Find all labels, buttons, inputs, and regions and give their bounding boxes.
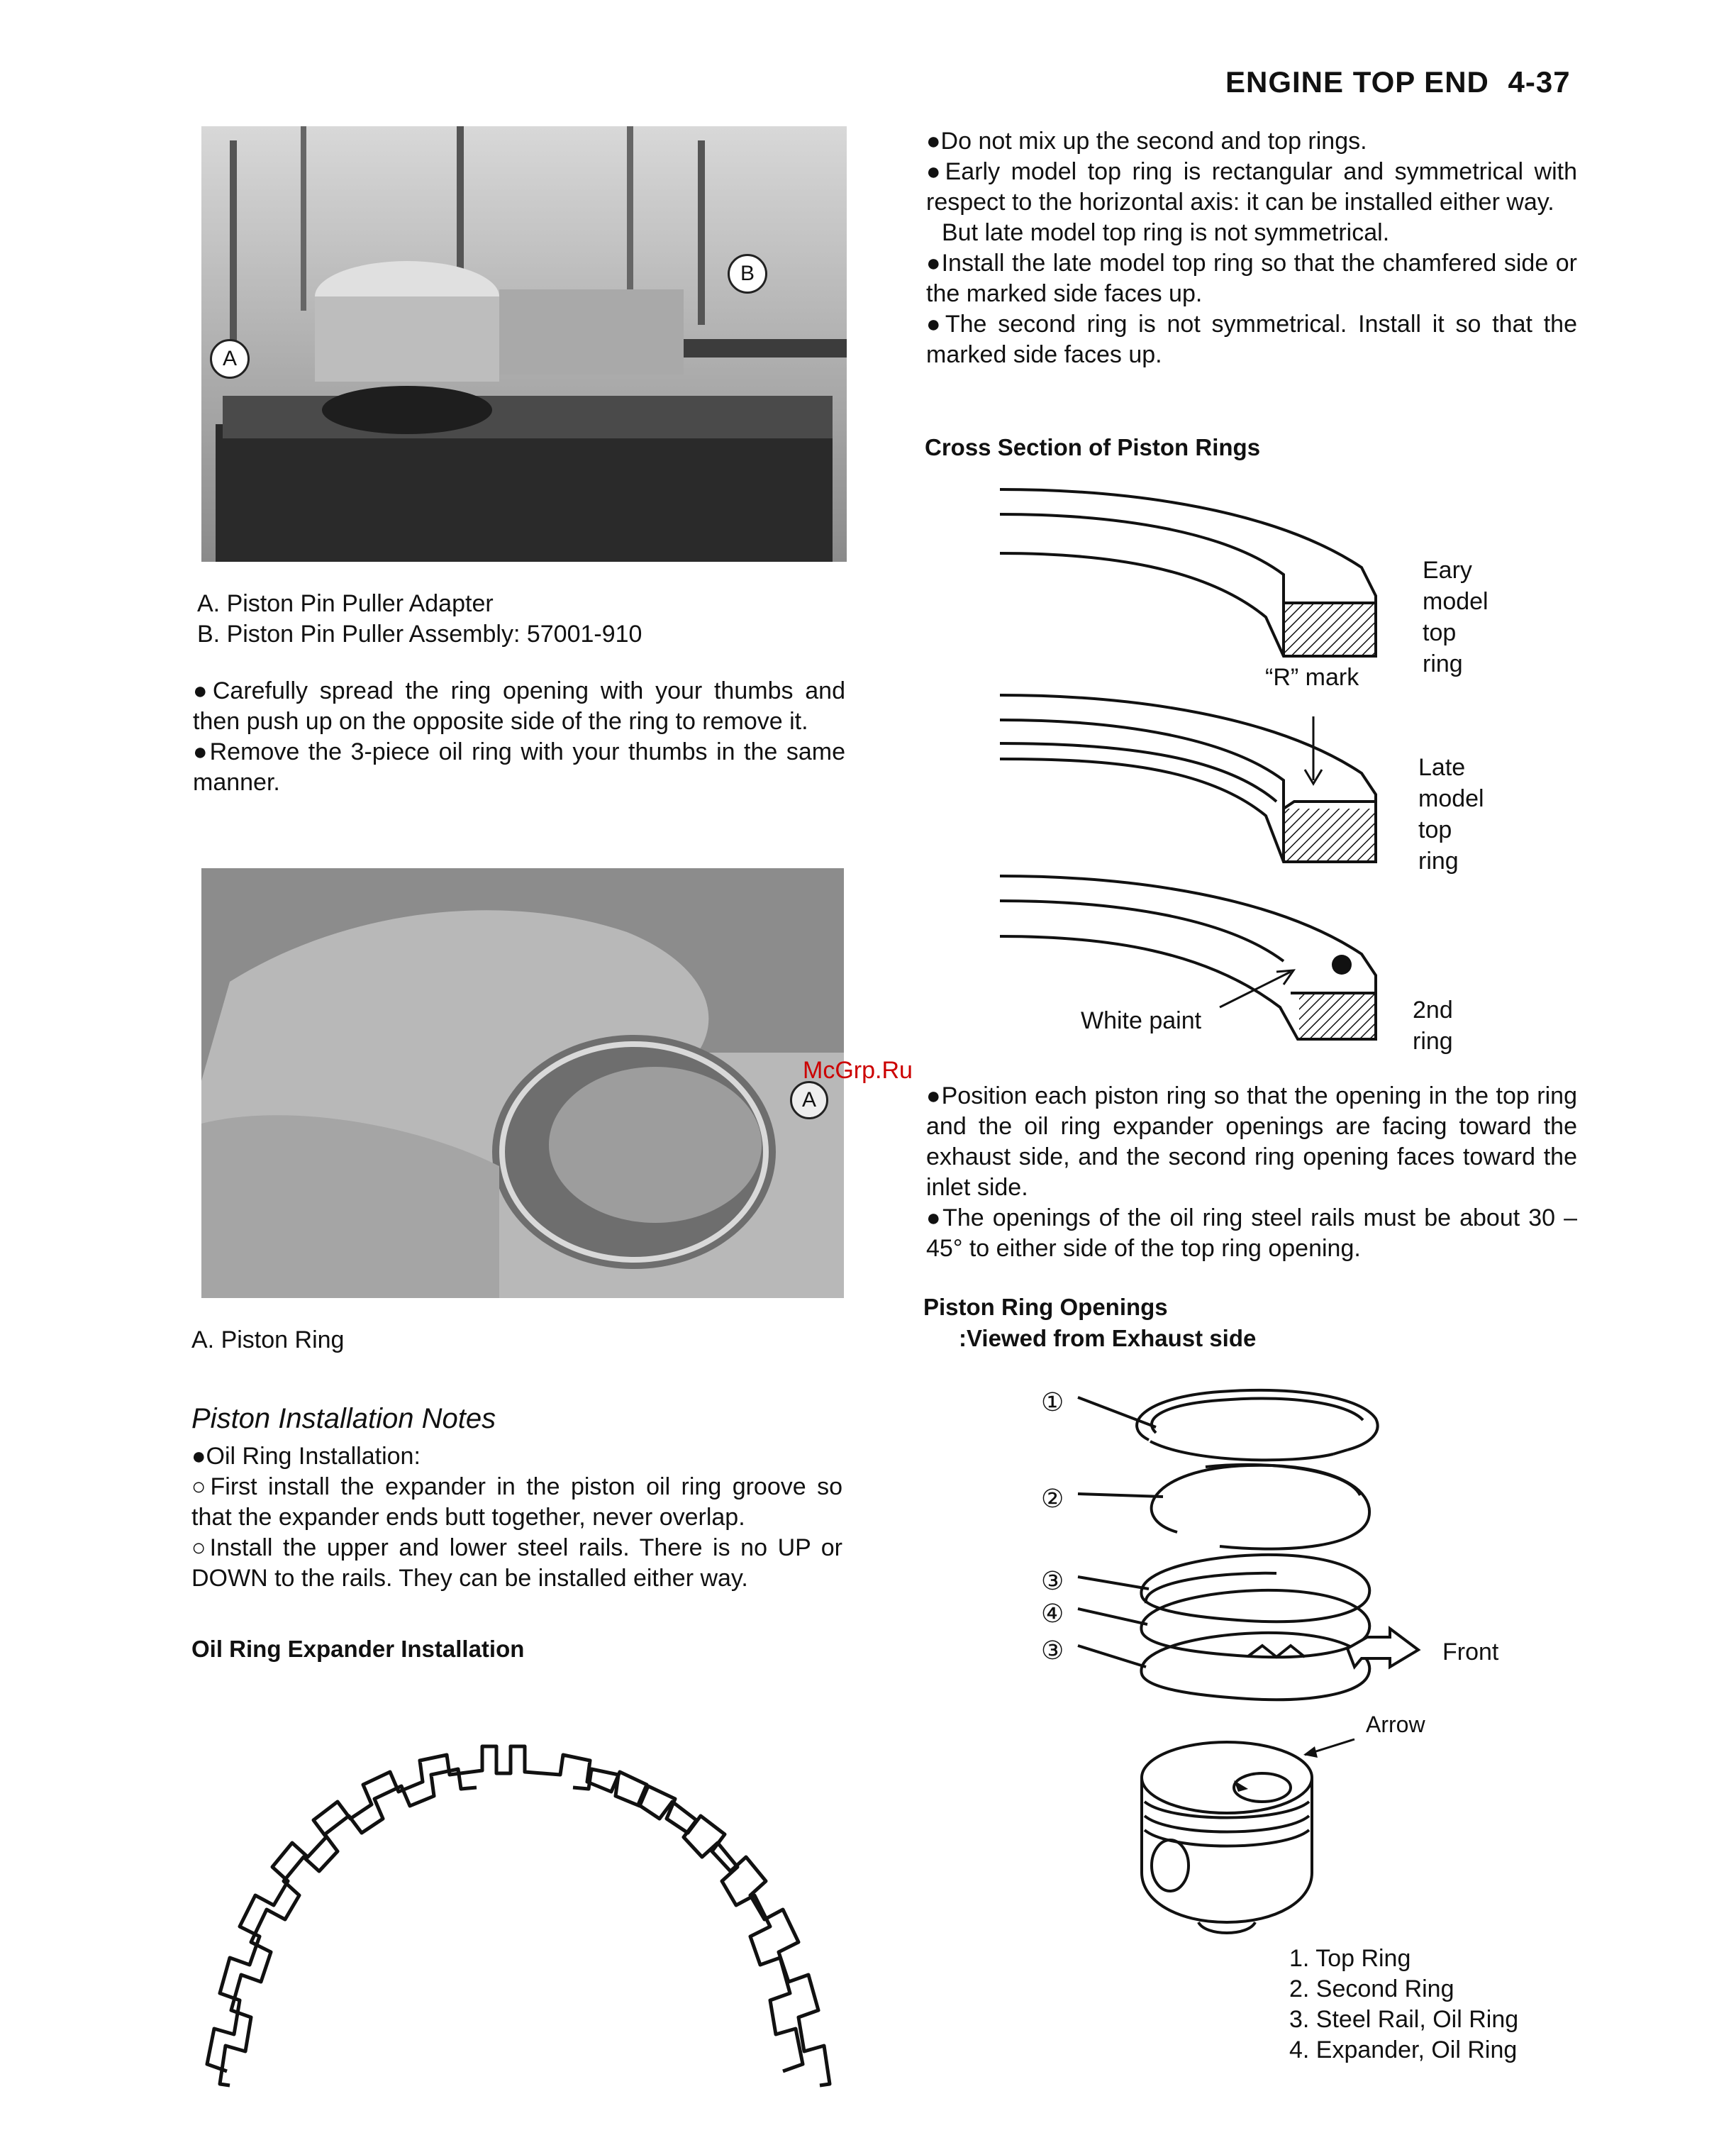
bullet-continuation: But late model top ring is not symmetrical.: [942, 219, 1390, 246]
label-line: Late: [1418, 754, 1466, 781]
front-arrow-icon: [1347, 1629, 1418, 1667]
page-number: 4-37: [1508, 65, 1571, 99]
label-line: 2nd: [1413, 997, 1453, 1024]
bullet: ●Remove the 3-piece oil ring with your thumbs in the same manner.: [193, 738, 845, 796]
callout-1: ①: [1041, 1387, 1064, 1417]
bullet: ●The second ring is not symmetrical. Install it so that the marked side faces up.: [926, 311, 1577, 368]
label-line: model: [1423, 588, 1489, 615]
left-bullets-1: [193, 676, 845, 798]
piston-icon: [1142, 1742, 1312, 1933]
label-line: ring: [1413, 1028, 1453, 1055]
piston-pin-puller-photo: [201, 126, 847, 562]
label-line: ring: [1423, 650, 1463, 677]
callout-2: ②: [1041, 1484, 1064, 1513]
second-ring-label: [1413, 994, 1453, 1057]
install-notes-title: Piston Installation Notes: [191, 1403, 496, 1434]
late-ring-label: [1418, 752, 1484, 877]
early-ring-label: [1423, 555, 1489, 680]
bullet: ●Early model top ring is rectangular and symmetrical with respect to the horizontal axis: it can be installed either way.: [926, 158, 1577, 216]
bullet: ●The openings of the oil ring steel rails must be about 30 – 45° to either side of the top ring opening.: [926, 1204, 1577, 1262]
late-top-ring: [1000, 695, 1376, 862]
label-line: model: [1418, 785, 1484, 812]
watermark: McGrp.Ru: [803, 1057, 913, 1084]
note-line: ○First install the expander in the piston oil ring groove so that the expander ends butt together, never overlap.: [191, 1473, 842, 1531]
arrow-mark-icon: [1234, 1780, 1248, 1792]
callout-a: A: [210, 339, 250, 379]
bullet: ●Do not mix up the second and top rings.: [926, 128, 1367, 155]
openings-subheading: :Viewed from Exhaust side: [959, 1325, 1257, 1351]
label-line: ring: [1418, 848, 1459, 875]
legend-item: 2. Second Ring: [1289, 1975, 1454, 2002]
callout-3: ③: [1041, 1566, 1064, 1595]
bullet: ●Carefully spread the ring opening with your thumbs and then push up on the opposite side of the ring to remove it.: [193, 677, 845, 735]
piston-ring-photo: [201, 868, 844, 1298]
right-bullets-2: [926, 1081, 1577, 1264]
legend-item: 3. Steel Rail, Oil Ring: [1289, 2006, 1519, 2033]
bullet: ●Install the late model top ring so that the chamfered side or the marked side faces up.: [926, 250, 1577, 307]
early-top-ring: [1000, 489, 1376, 656]
right-bullets-1: [926, 126, 1577, 370]
expander-shape: [1141, 1590, 1369, 1657]
white-paint-label: White paint: [1081, 1007, 1202, 1034]
steel-rail-upper: [1141, 1555, 1369, 1622]
label-line: Eary: [1423, 557, 1472, 584]
label-line: top: [1418, 816, 1452, 843]
note-line: ○Install the upper and lower steel rails. There is no UP or DOWN to the rails. They can be installed either way.: [191, 1534, 842, 1592]
callout-3b: ③: [1041, 1636, 1064, 1665]
openings-heading: Piston Ring Openings: [923, 1294, 1168, 1320]
oil-ring-expander-diagram: [199, 1731, 851, 2093]
install-notes-body: [191, 1441, 842, 1594]
page-header: [1225, 65, 1571, 99]
front-label: Front: [1442, 1639, 1499, 1665]
photo2-illustration: [201, 868, 844, 1298]
header-title: ENGINE TOP END: [1225, 65, 1489, 99]
caption-line: B. Piston Pin Puller Assembly: 57001-910: [197, 621, 642, 648]
expander-heading: Oil Ring Expander Installation: [191, 1636, 525, 1662]
bullet: ●Position each piston ring so that the opening in the top ring and the oil ring expander openings are facing toward the exhaust side, and the second ring opening faces toward the inlet side.: [926, 1082, 1577, 1201]
cross-section-heading: Cross Section of Piston Rings: [925, 434, 1261, 460]
arrow-label: Arrow: [1366, 1712, 1425, 1737]
steel-rail-lower: [1141, 1633, 1369, 1700]
label-line: top: [1423, 619, 1457, 646]
note-line: ●Oil Ring Installation:: [191, 1443, 421, 1470]
callout-4: ④: [1041, 1599, 1064, 1628]
legend-item: 1. Top Ring: [1289, 1945, 1411, 1972]
photo1-caption: [197, 589, 642, 650]
photo1-illustration: [201, 126, 847, 562]
openings-legend: [1289, 1944, 1518, 2066]
legend-item: 4. Expander, Oil Ring: [1289, 2036, 1518, 2063]
callout-a: A: [790, 1081, 828, 1119]
r-mark-label: “R” mark: [1265, 664, 1359, 691]
callout-b: B: [728, 254, 767, 294]
photo2-caption: A. Piston Ring: [191, 1326, 345, 1353]
caption-line: A. Piston Pin Puller Adapter: [197, 590, 494, 617]
